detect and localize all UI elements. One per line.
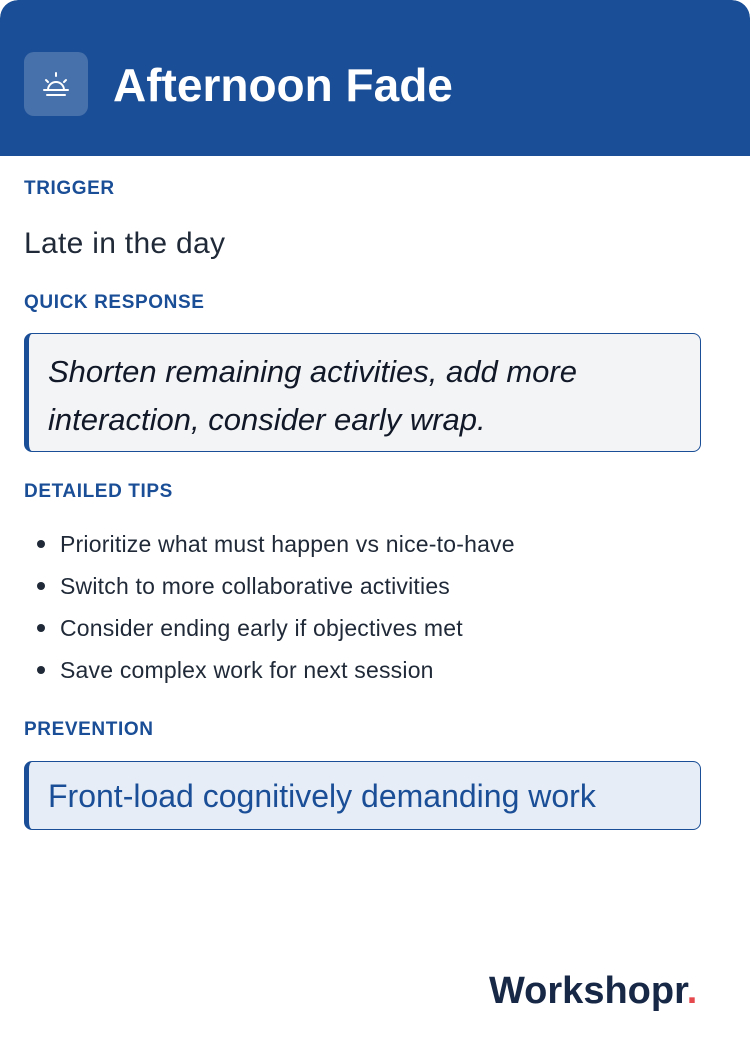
bullet-icon <box>37 666 45 674</box>
quick-response-label: QUICK RESPONSE <box>24 292 205 313</box>
brand-logo <box>489 966 697 1016</box>
tip-text: Consider ending early if objectives met <box>60 615 463 641</box>
bullet-icon <box>37 582 45 590</box>
brand-dot: . <box>686 970 698 1012</box>
tip-text: Prioritize what must happen vs nice-to-have <box>60 531 515 557</box>
brand-name: Workshopr <box>489 970 687 1012</box>
page-title: Afternoon Fade <box>113 59 453 111</box>
list-item <box>24 523 515 565</box>
card-header <box>0 0 750 156</box>
list-item <box>24 649 515 691</box>
bullet-icon <box>37 540 45 548</box>
sunset-icon <box>24 52 88 116</box>
trigger-value: Late in the day <box>24 227 226 260</box>
bullet-icon <box>37 624 45 632</box>
trigger-label: TRIGGER <box>24 178 115 199</box>
quick-response-box <box>24 333 701 452</box>
quick-response-text: Shorten remaining activities, add more interaction, consider early wrap. <box>48 354 577 437</box>
prevention-box <box>24 761 701 830</box>
prevention-label: PREVENTION <box>24 719 154 740</box>
list-item <box>24 607 515 649</box>
tip-text: Switch to more collaborative activities <box>60 573 451 599</box>
prevention-text: Front-load cognitively demanding work <box>48 778 596 814</box>
tip-text: Save complex work for next session <box>60 657 434 683</box>
detailed-tips-label: DETAILED TIPS <box>24 481 173 502</box>
list-item <box>24 565 515 607</box>
detailed-tips-list <box>24 523 515 691</box>
